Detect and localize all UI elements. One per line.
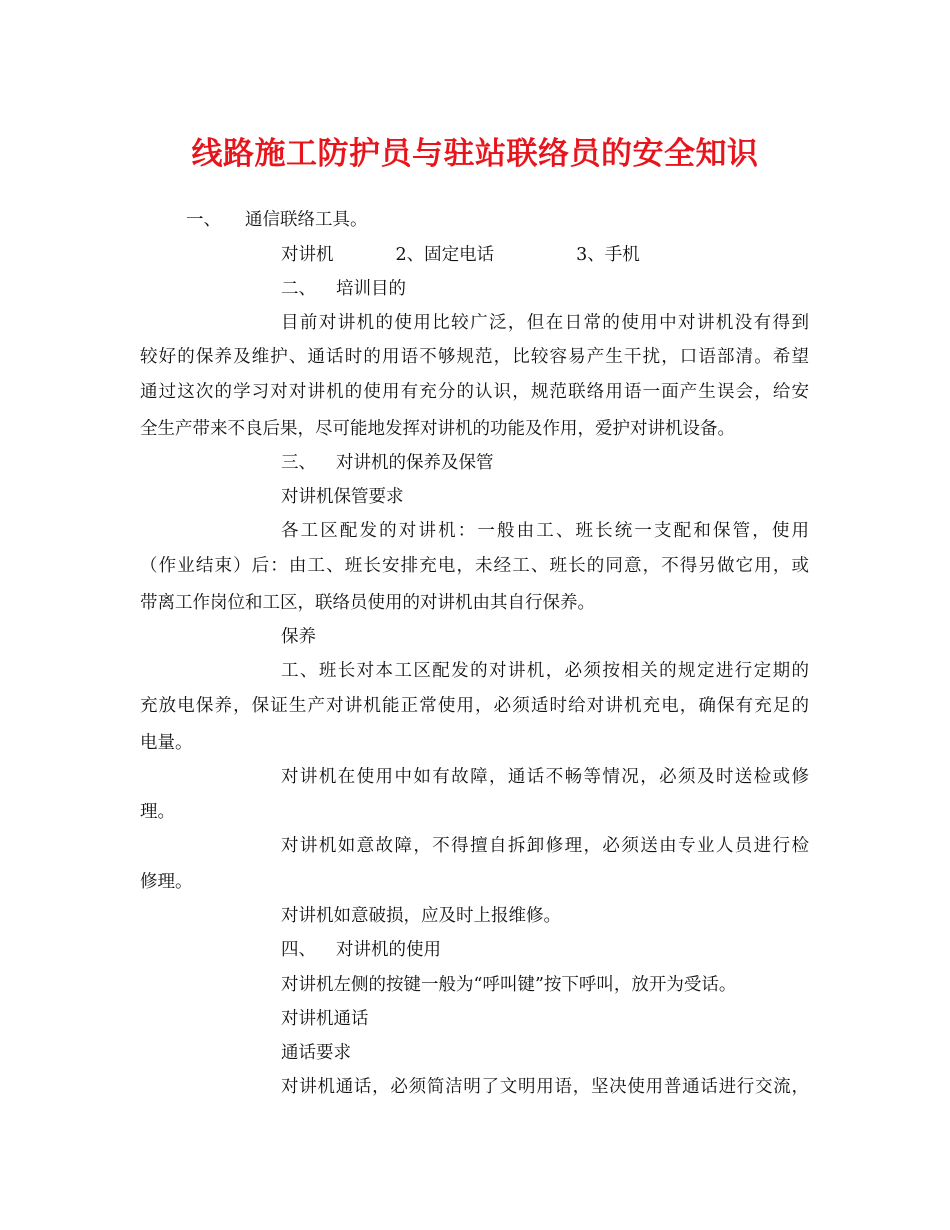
section-3-number: 三、 <box>281 453 316 473</box>
tools-list <box>281 245 640 265</box>
paragraph-2-line-2: （作业结束）后：由工、班长安排充电，未经工、班长的同意，不得另做它用，或 <box>140 556 809 576</box>
paragraph-3-line-2: 充放电保养，保证生产对讲机能正常使用，必须适时给对讲机充电，确保有充足的 <box>140 696 809 716</box>
section-4-heading <box>281 940 441 960</box>
paragraph-1-line-4: 全生产带来不良后果，尽可能地发挥对讲机的功能及作用，爱护对讲机设备。 <box>140 419 735 439</box>
paragraph-6: 对讲机如意破损，应及时上报维修。 <box>281 906 561 926</box>
tool-item-3: 3、手机 <box>576 245 640 265</box>
section-4-number: 四、 <box>281 940 316 960</box>
paragraph-4-line-2: 理。 <box>140 802 175 822</box>
paragraph-7: 对讲机左侧的按键一般为“呼叫键”按下呼叫，放开为受话。 <box>281 975 737 995</box>
paragraph-5-line-1: 对讲机如意故障，不得擅自拆卸修理，必须送由专业人员进行检 <box>281 836 809 856</box>
section-1-heading <box>186 210 368 230</box>
paragraph-4-line-1: 对讲机在使用中如有故障，通话不畅等情况，必须及时送检或修 <box>281 767 809 787</box>
paragraph-8-line-1: 对讲机通话，必须简洁明了文明用语，坚决使用普通话进行交流， <box>281 1077 809 1097</box>
section-1-title: 通信联络工具。 <box>245 210 368 230</box>
document-title: 线路施工防护员与驻站联络员的安全知识 <box>191 136 759 172</box>
section-3-title: 对讲机的保养及保管 <box>336 453 494 473</box>
subheading-talk: 对讲机通话 <box>281 1009 369 1029</box>
section-1-number: 一、 <box>186 210 221 230</box>
paragraph-5-line-2: 修理。 <box>140 872 193 892</box>
paragraph-3-line-1: 工、班长对本工区配发的对讲机，必须按相关的规定进行定期的 <box>281 661 809 681</box>
tool-item-1: 对讲机 <box>281 245 334 265</box>
paragraph-1-line-3: 通过这次的学习对对讲机的使用有充分的认识，规范联络用语一面产生误会，给安 <box>140 382 809 402</box>
paragraph-1-line-2: 较好的保养及维护、通话时的用语不够规范，比较容易产生干扰，口语部清。希望 <box>140 347 809 367</box>
section-2-heading <box>281 279 406 299</box>
subheading-talk-requirements: 通话要求 <box>281 1043 351 1063</box>
paragraph-2-line-3: 带离工作岗位和工区，联络员使用的对讲机由其自行保养。 <box>140 593 595 613</box>
paragraph-2-line-1: 各工区配发的对讲机：一般由工、班长统一支配和保管，使用 <box>281 521 809 541</box>
tool-item-2: 2、固定电话 <box>395 245 495 265</box>
subheading-storage: 对讲机保管要求 <box>281 487 404 507</box>
section-3-heading <box>281 453 494 473</box>
section-4-title: 对讲机的使用 <box>336 940 441 960</box>
paragraph-1-line-1: 目前对讲机的使用比较广泛，但在日常的使用中对讲机没有得到 <box>281 313 809 333</box>
section-2-title: 培训目的 <box>336 279 406 299</box>
paragraph-3-line-3: 电量。 <box>140 733 193 753</box>
section-2-number: 二、 <box>281 279 316 299</box>
subheading-maintenance: 保养 <box>281 627 316 647</box>
